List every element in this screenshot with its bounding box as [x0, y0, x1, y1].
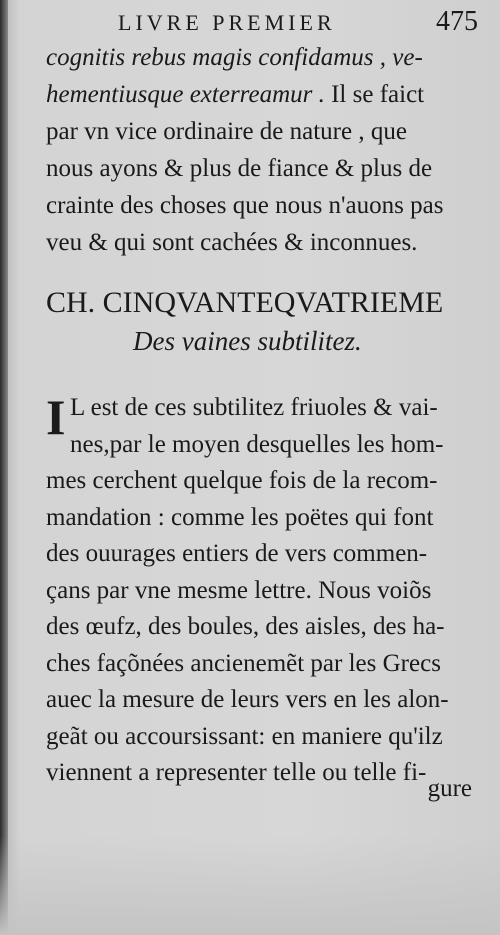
text-line: mes cerchent quelque fois de la recom- [46, 467, 438, 494]
latin-fragment: hementiusque exterreamur . [46, 81, 325, 108]
running-title: LIVRE PREMIER [118, 10, 336, 35]
text-line: cognitis rebus magis confidamus , ve- [46, 44, 423, 71]
continuation-text [46, 39, 476, 261]
text-line: par vn vice ordinaire de nature , que [46, 118, 407, 145]
text-line: des ouurages entiers de vers commen- [46, 540, 428, 567]
page-header [118, 6, 478, 40]
text-line: nous ayons & plus de fiance & plus de [46, 155, 433, 182]
text-line: çans par vne mesme lettre. Nous voiõs [46, 576, 432, 604]
text-line: veu & qui sont cachées & inconnues. [46, 229, 418, 256]
text-line: auec la mesure de leurs vers en les alon- [46, 686, 449, 713]
text-line: L est de ces subtilitez friuoles & vai- [70, 394, 438, 421]
text-line: des œufz, des boules, des aisles, des ha- [46, 613, 445, 640]
text-line: ches façõnées ancienemẽt par les Grecs [46, 649, 441, 677]
drop-capital: I [46, 389, 66, 445]
text-line: mandation : comme les poëtes qui font [46, 503, 434, 531]
page-gutter-shadow [0, 0, 8, 935]
text-line: viennent a representer telle ou telle fi- [46, 759, 427, 786]
text-line: geãt ou accoursissant: en maniere qu'ilz [46, 722, 443, 750]
chapter-heading: CH. CINQVANTEQVATRIEME [46, 286, 444, 319]
chapter-paragraph [46, 390, 476, 792]
chapter-subtitle: Des vaines subtilitez. [133, 326, 362, 356]
catchword: gure [427, 775, 472, 802]
text-line: crainte des choses que nous n'auons pas [46, 192, 444, 219]
page-bottom-shade [0, 835, 500, 935]
text-line: nes,par le moyen desquelles les hom- [70, 430, 444, 458]
text-line: hementiusque exterreamur . Il se faict [46, 81, 425, 108]
page-number: 475 [436, 6, 478, 37]
